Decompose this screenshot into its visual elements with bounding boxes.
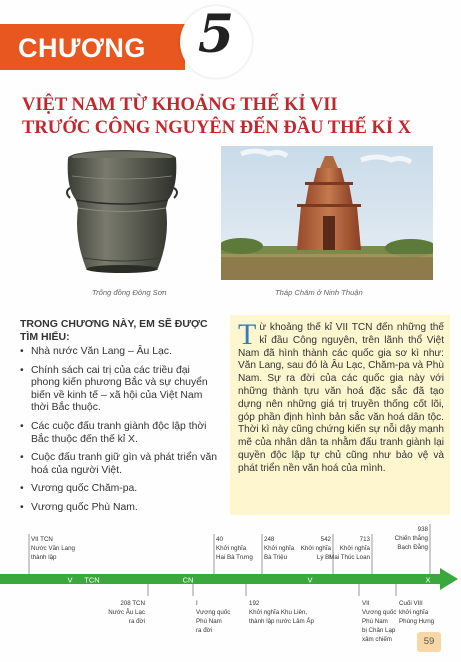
timeline-event-text: Khởi nghĩa: [264, 545, 295, 552]
timeline-axis-label: CN: [182, 575, 194, 585]
timeline-event-year: 713: [359, 536, 370, 543]
chapter-title: [22, 94, 452, 140]
timeline-event-year: Cuối VIII: [399, 600, 423, 607]
study-item: • Vương quốc Phù Nam.: [20, 502, 220, 515]
page-number: 59: [417, 632, 441, 652]
timeline-event-text: ra đời: [128, 618, 145, 625]
timeline-arrow-icon: [440, 568, 458, 590]
timeline-axis-label: TCN: [84, 575, 100, 585]
chapter-title-line-1: VIỆT NAM TỪ KHOẢNG THẾ KỈ VII: [22, 95, 338, 115]
timeline: [0, 520, 461, 662]
timeline-event-text: Khởi nghĩa: [300, 545, 331, 552]
timeline-event-year: 40: [216, 536, 223, 543]
timeline-event-text: Bạch Đằng: [397, 544, 428, 551]
timeline-event-text: Hai Bà Trưng: [216, 554, 253, 561]
timeline-event-text: thành lập: [31, 554, 57, 561]
timeline-event-text: ra đời: [196, 627, 213, 634]
chapter-title-line-2: TRƯỚC CÔNG NGUYÊN ĐẾN ĐẦU THẾ KỈ X: [22, 118, 412, 138]
study-item: • Nhà nước Văn Lang – Âu Lạc.: [20, 346, 220, 359]
timeline-event-text: Phù Nam: [196, 618, 222, 625]
drum-caption: Trống đồng Đông Sơn: [92, 288, 167, 297]
timeline-event-text: Nước Văn Lang: [31, 545, 75, 552]
timeline-axis-label: V: [67, 575, 73, 585]
study-item: • Cuộc đấu tranh giữ gìn và phát triển văn hoá của người Việt.: [20, 452, 220, 477]
bronze-drum-image: [64, 148, 180, 278]
timeline-axis: [0, 574, 442, 584]
cham-tower-image: [221, 146, 433, 280]
timeline-event-text: Chiến thắng: [394, 535, 428, 542]
timeline-event-text: Khởi nghĩa: [216, 545, 247, 552]
study-item: • Vương quốc Chăm-pa.: [20, 483, 220, 496]
timeline-event-year: 248: [264, 536, 275, 543]
timeline-event-year: 542: [320, 536, 331, 543]
timeline-axis-label: X: [425, 575, 431, 585]
timeline-event-text: Khởi nghĩa: [339, 545, 370, 552]
timeline-event-text: thành lập nước Lâm Ấp: [249, 618, 314, 625]
timeline-event-year: VII: [362, 600, 370, 607]
timeline-event-text: Vương quốc: [196, 609, 231, 616]
study-item: • Chính sách cai trị của các triều đại phong kiến phương Bắc và sự chuyển biến về kinh tế – xã hội của Việt Nam thời Bắc thuộc.: [20, 365, 220, 415]
timeline-event-text: Lý Bí: [316, 554, 331, 561]
timeline-event-text: Phù Nam: [362, 618, 388, 625]
timeline-axis-label: V: [307, 575, 313, 585]
timeline-event-year: VII TCN: [31, 536, 53, 543]
chapter-label: CHƯƠNG: [18, 33, 146, 63]
timeline-event-text: Phùng Hưng: [399, 618, 435, 625]
timeline-event-year: I: [196, 600, 198, 607]
study-heading: TRONG CHƯƠNG NÀY, EM SẼ ĐƯỢC TÌM HIỂU:: [20, 318, 208, 343]
timeline-event-text: Khởi nghĩa Khu Liên,: [249, 609, 308, 616]
chapter-number: 5: [197, 4, 235, 65]
timeline-event-text: Vương quốc: [362, 609, 397, 616]
timeline-event-text: Mai Thúc Loan: [329, 554, 370, 561]
study-item: • Các cuộc đấu tranh giành độc lập thời Bắc thuộc đến thế kỉ X.: [20, 421, 220, 446]
intro-text: [238, 318, 444, 476]
timeline-event-text: khởi nghĩa: [399, 609, 429, 616]
intro-body: ừ khoảng thế kỉ VII TCN đến những thế kỉ đầu Công nguyên, trên lãnh thổ Việt Nam đã hình thành các quốc gia sơ kì như: Văn Lang, sau đó là Âu Lạc, Chăm-pa và Phù Nam. Sự ra đời của các quốc gia này với những thành tựu văn hoá đặc sắc đã tạo dựng nên những giá trị truyền thống cốt lõi, góp phần định hình bản sắc văn hoá dân tộc. Thời kì này cũng chứng kiến sự nỗi dậy mạnh mẽ của nhân dân ta nhằm đấu tranh giành lại quyền độc lập tự chủ cũng như bảo vệ và phát triển nền văn hoá của mình.: [238, 322, 444, 474]
timeline-event-text: xâm chiếm: [362, 636, 392, 643]
timeline-event-year: 192: [249, 600, 260, 607]
timeline-event-year: 208 TCN: [120, 600, 145, 607]
timeline-event-year: 938: [417, 526, 428, 533]
timeline-event-text: Nước Âu Lạc: [108, 609, 145, 616]
tower-caption: Tháp Chăm ở Ninh Thuận: [275, 288, 363, 297]
timeline-event-text: Bà Triệu: [264, 554, 288, 561]
timeline-event-text: bị Chân Lạp: [362, 627, 396, 634]
study-list: [20, 346, 220, 521]
intro-dropcap: T: [238, 318, 257, 351]
